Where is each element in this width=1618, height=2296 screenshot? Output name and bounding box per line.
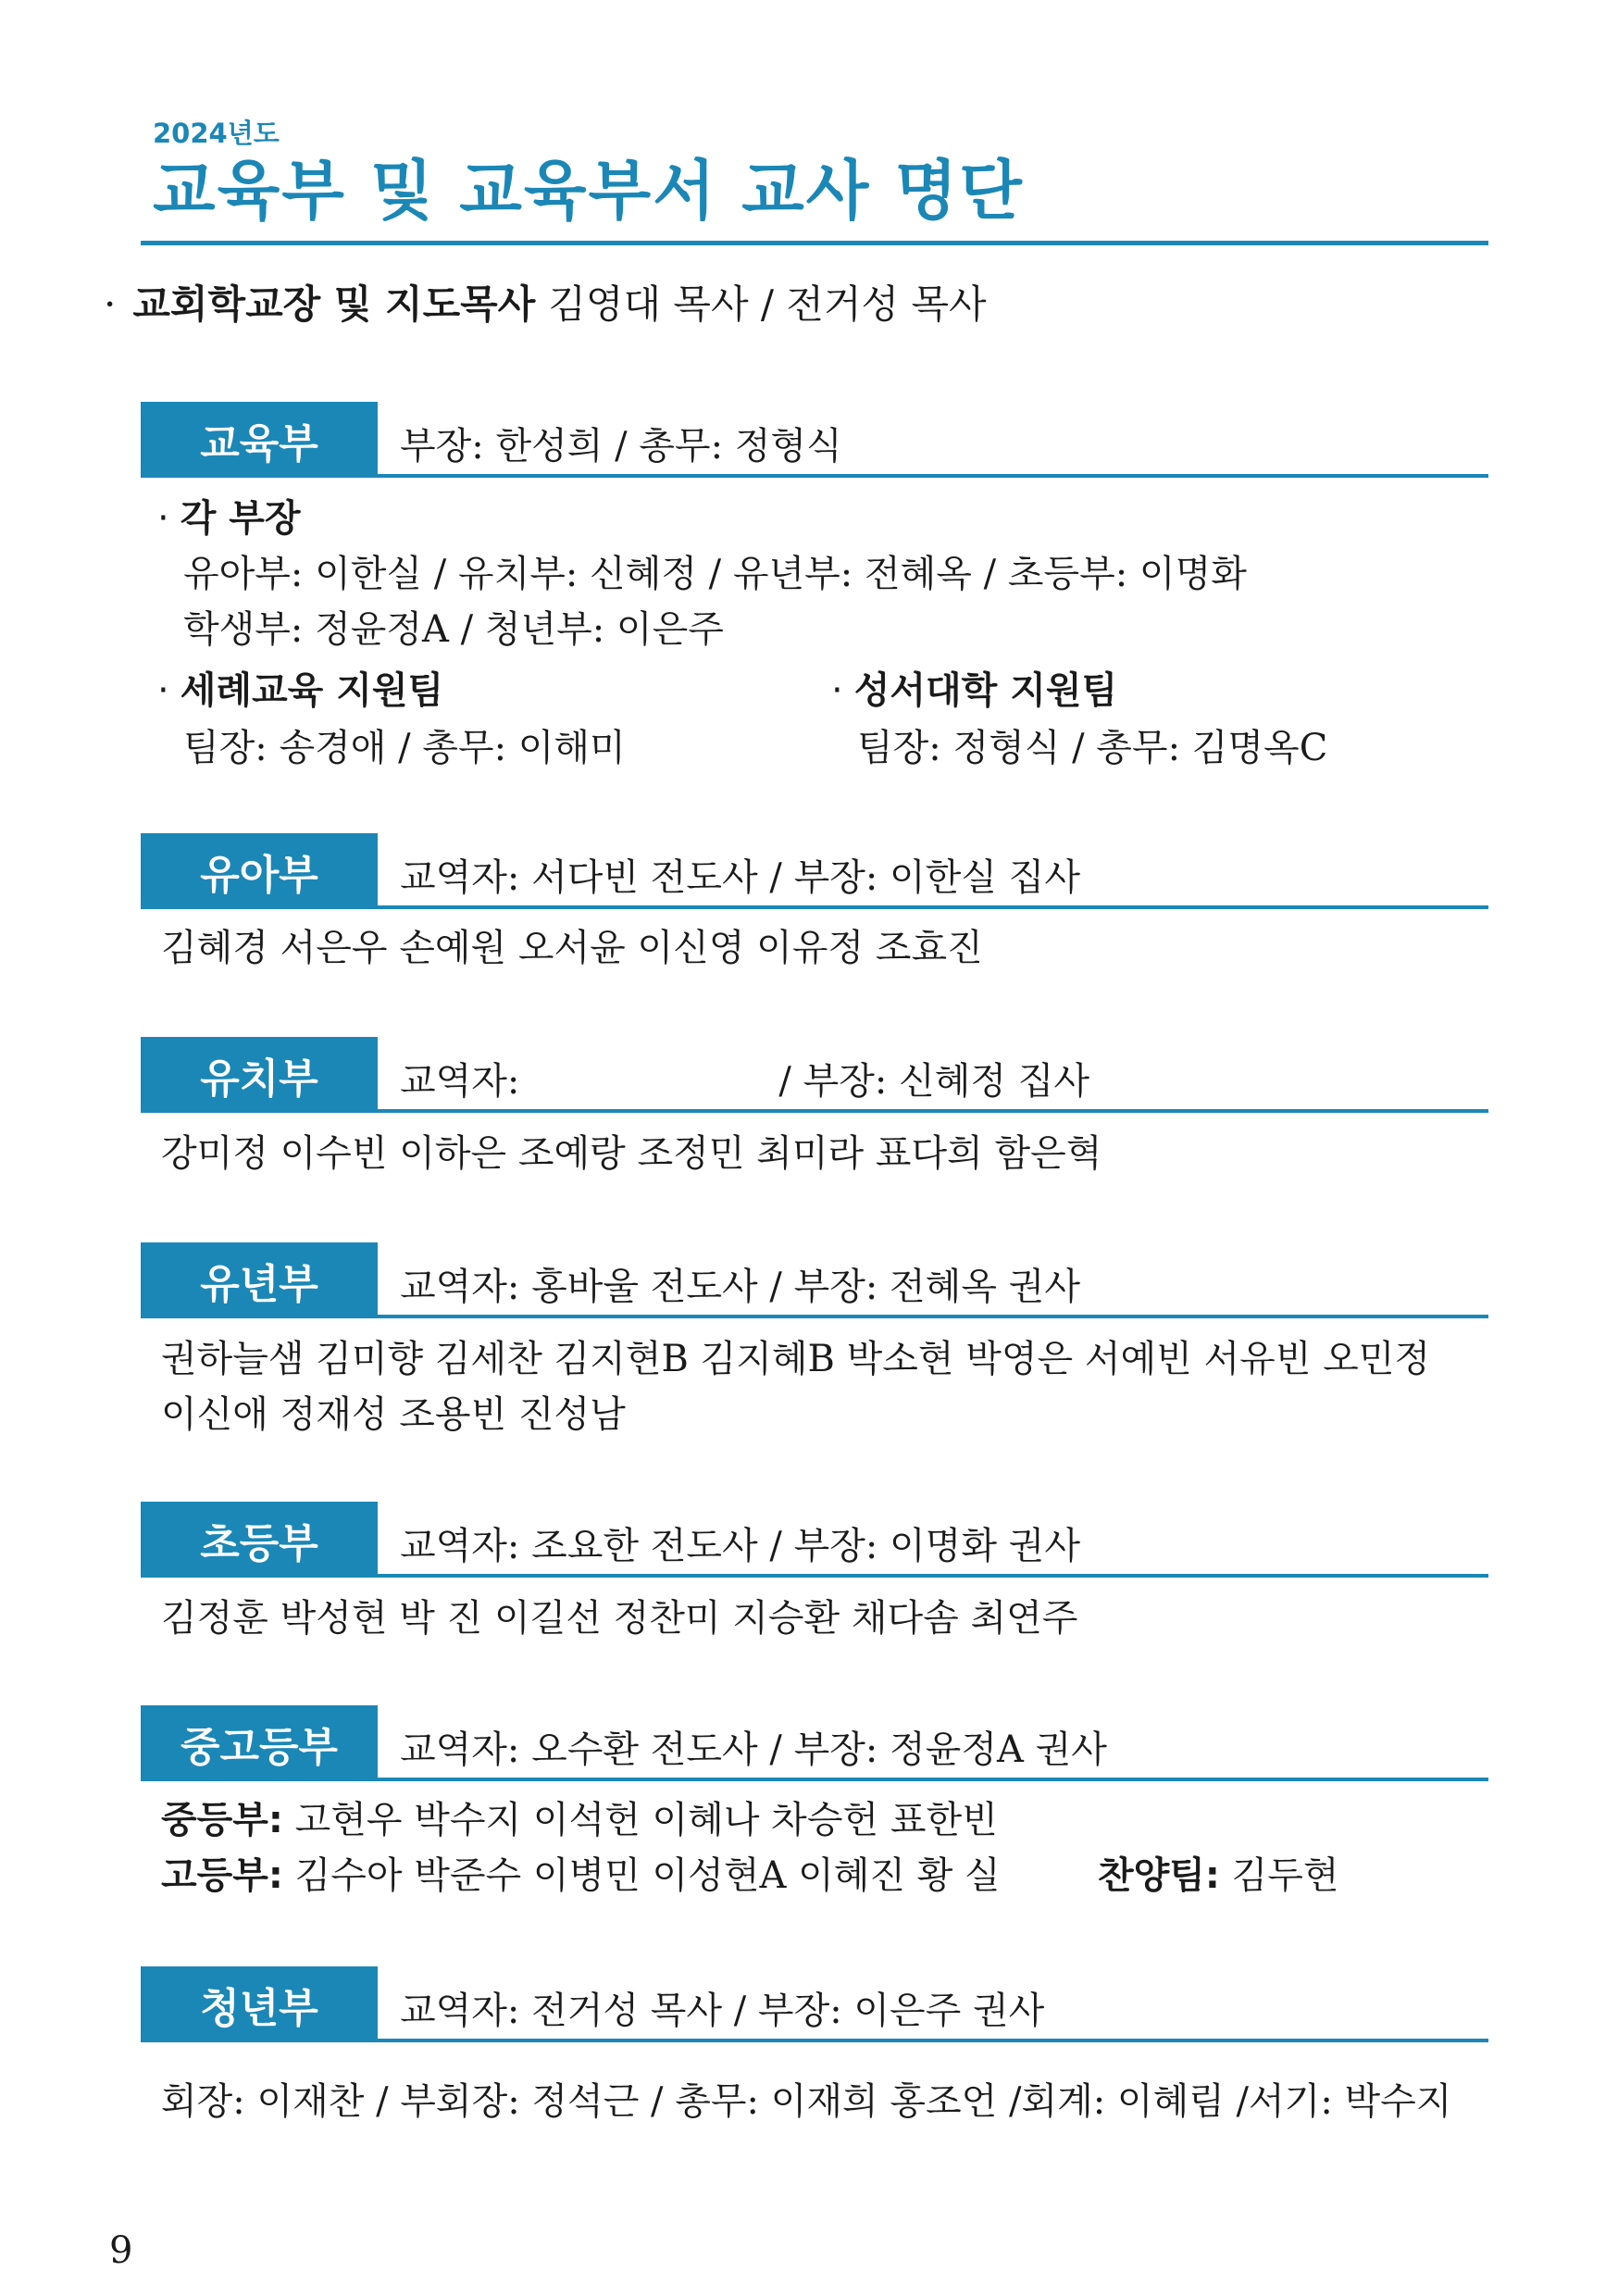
section-rule xyxy=(378,1574,1488,1578)
leaders-line xyxy=(104,274,987,330)
section-tab-youth: 유년부 xyxy=(141,1242,378,1318)
section-header-infant xyxy=(141,833,1488,909)
section-tab-infant: 유아부 xyxy=(141,833,378,909)
praise-team-label: 찬양팀: xyxy=(1098,1854,1220,1897)
section-header-elementary xyxy=(141,1502,1488,1578)
section-tab-secondary: 중고등부 xyxy=(141,1705,378,1781)
section-head-text: 부장: 한성희 / 총무: 정형식 xyxy=(400,425,842,468)
section-head-text: 교역자: 조요한 전도사 / 부장: 이명화 권사 xyxy=(400,1525,1080,1567)
high-school-members: 김수아 박준수 이병민 이성현A 이혜진 황 실 xyxy=(294,1854,1001,1897)
dept-heads-line-2: 학생부: 정윤정A / 청년부: 이은주 xyxy=(183,608,724,651)
leaders-value: 김영대 목사 / 전거성 목사 xyxy=(548,281,987,327)
section-header-secondary xyxy=(141,1705,1488,1781)
section-header-youth xyxy=(141,1242,1488,1318)
dept-heads-line-1: 유아부: 이한실 / 유치부: 신혜정 / 유년부: 전혜옥 / 초등부: 이명화 xyxy=(183,553,1247,595)
baptism-team-line: 팀장: 송경애 / 총무: 이해미 xyxy=(183,727,626,769)
section-head-text: 교역자: 서다빈 전도사 / 부장: 이한실 집사 xyxy=(400,856,1080,899)
section-head-text: 교역자: 전거성 목사 / 부장: 이은주 권사 xyxy=(400,1990,1045,2032)
high-school-line xyxy=(161,1846,1001,1899)
page-title: 교육부 및 교육부서 교사 명단 xyxy=(153,153,1024,229)
baptism-team-title: · 세례교육 지원팀 xyxy=(157,669,444,712)
high-school-label: 고등부: xyxy=(161,1854,283,1897)
year-label: 2024년도 xyxy=(153,118,280,149)
infant-members: 김혜경 서은우 손예원 오서윤 이신영 이유정 조효진 xyxy=(161,927,983,969)
section-rule xyxy=(378,1778,1488,1781)
page-number: 9 xyxy=(109,2229,133,2272)
section-rule xyxy=(378,905,1488,909)
section-rule xyxy=(378,1109,1488,1113)
section-rule xyxy=(378,474,1488,478)
bible-college-team-title: · 성서대학 지원팀 xyxy=(831,669,1118,712)
section-head-text: 교역자: 홍바울 전도사 / 부장: 전혜옥 권사 xyxy=(400,1266,1080,1308)
kinder-members: 강미정 이수빈 이하은 조예랑 조정민 최미라 표다희 함은혁 xyxy=(161,1132,1102,1175)
praise-team-members: 김두현 xyxy=(1231,1854,1339,1897)
bible-college-team-line: 팀장: 정형식 / 총무: 김명옥C xyxy=(857,727,1328,769)
title-rule xyxy=(141,241,1488,245)
middle-school-line xyxy=(161,1791,998,1843)
section-rule xyxy=(378,2039,1488,2042)
section-tab-elementary: 초등부 xyxy=(141,1502,378,1578)
leaders-label: 교회학교장 및 지도목사 xyxy=(132,281,536,327)
section-head-text: 교역자: / 부장: 신혜정 집사 xyxy=(400,1060,1089,1103)
youth-members-line-2: 이신애 정재성 조용빈 진성남 xyxy=(161,1393,626,1436)
section-head-text: 교역자: 오수환 전도사 / 부장: 정윤정A 권사 xyxy=(400,1728,1107,1771)
section-tab-education: 교육부 xyxy=(141,402,378,478)
middle-school-members: 고현우 박수지 이석헌 이혜나 차승헌 표한빈 xyxy=(294,1799,998,1841)
section-header-young-adult xyxy=(141,1966,1488,2042)
bullet: · xyxy=(104,281,117,327)
section-tab-kinder: 유치부 xyxy=(141,1037,378,1113)
praise-team-line xyxy=(1098,1846,1339,1899)
elementary-members: 김정훈 박성현 박 진 이길선 정찬미 지승환 채다솜 최연주 xyxy=(161,1597,1078,1640)
dept-heads-title: · 각 부장 xyxy=(157,497,301,540)
youth-members-line-1: 권하늘샘 김미향 김세찬 김지현B 김지혜B 박소현 박영은 서예빈 서유빈 오민정 xyxy=(161,1338,1431,1380)
section-tab-young-adult: 청년부 xyxy=(141,1966,378,2042)
section-header-education xyxy=(141,402,1488,478)
middle-school-label: 중등부: xyxy=(161,1799,283,1841)
young-adult-officers: 회장: 이재찬 / 부회장: 정석근 / 총무: 이재희 홍조언 /회계: 이혜림 /서기: 박수지 xyxy=(161,2080,1452,2123)
section-header-kinder xyxy=(141,1037,1488,1113)
section-rule xyxy=(378,1315,1488,1318)
